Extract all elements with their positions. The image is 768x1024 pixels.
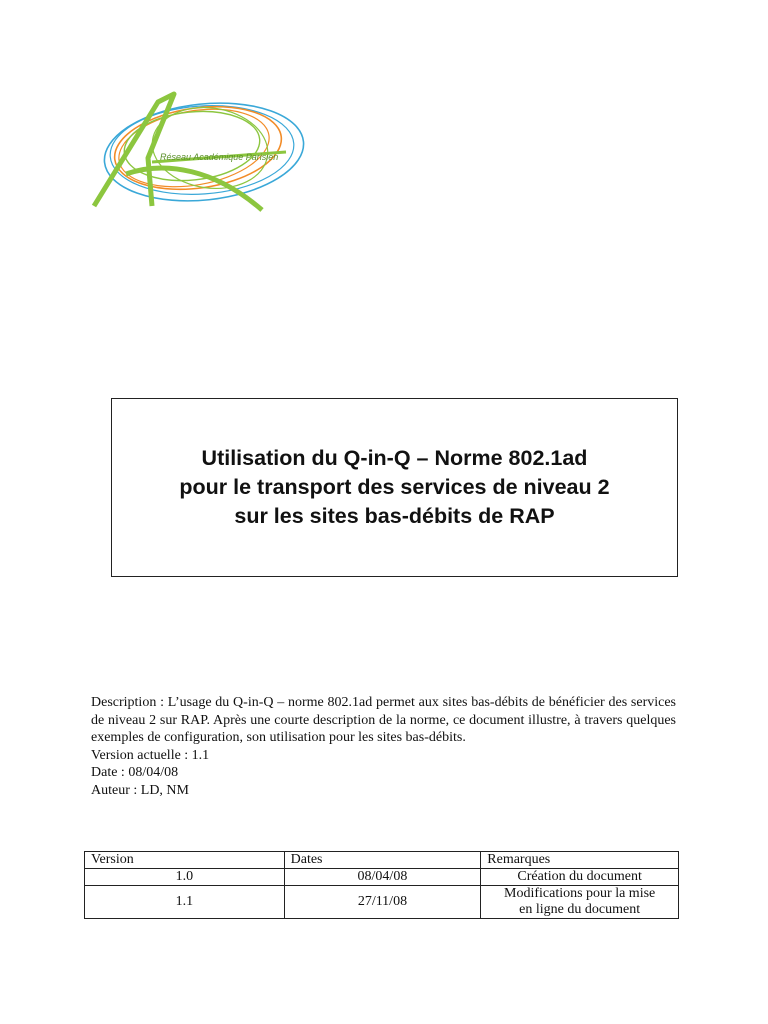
header-remarks: Remarques (481, 852, 679, 869)
document-metadata (91, 694, 676, 799)
rap-logo-icon (86, 88, 312, 212)
description-text: Description : L’usage du Q-in-Q – norme 802.1ad permet aux sites bas-débits de bénéficier des services de niveau 2 sur RAP. Après une courte description de la norme, ce document illustre, à travers quelques exemples de configuration, son utilisation pour les sites bas-débits. (91, 695, 676, 745)
table-header-row (85, 852, 679, 869)
date-cell: 08/04/08 (284, 869, 481, 886)
title-line-3: sur les sites bas-débits de RAP (234, 504, 555, 528)
date-cell: 27/11/08 (284, 886, 481, 919)
title-line-1: Utilisation du Q-in-Q – Norme 802.1ad (201, 446, 588, 470)
document-author: Auteur : LD, NM (91, 782, 189, 798)
remark-cell: Création du document (481, 869, 679, 886)
title-box (111, 398, 678, 577)
header-version: Version (85, 852, 285, 869)
rap-logo (86, 88, 312, 212)
current-version: Version actuelle : 1.1 (91, 747, 210, 763)
remark-line-1: Modifications pour la mise (504, 886, 656, 901)
header-dates: Dates (284, 852, 481, 869)
remark-cell (481, 886, 679, 919)
document-date: Date : 08/04/08 (91, 765, 179, 780)
table-row (85, 886, 679, 919)
version-cell: 1.0 (85, 869, 285, 886)
version-history-table (84, 851, 679, 919)
remark-line-2: en ligne du document (519, 902, 641, 917)
logo-text: Réseau Académique Parisien (160, 152, 279, 162)
version-cell: 1.1 (85, 886, 285, 919)
table-row (85, 869, 679, 886)
title-line-2: pour le transport des services de niveau 2 (179, 475, 610, 499)
